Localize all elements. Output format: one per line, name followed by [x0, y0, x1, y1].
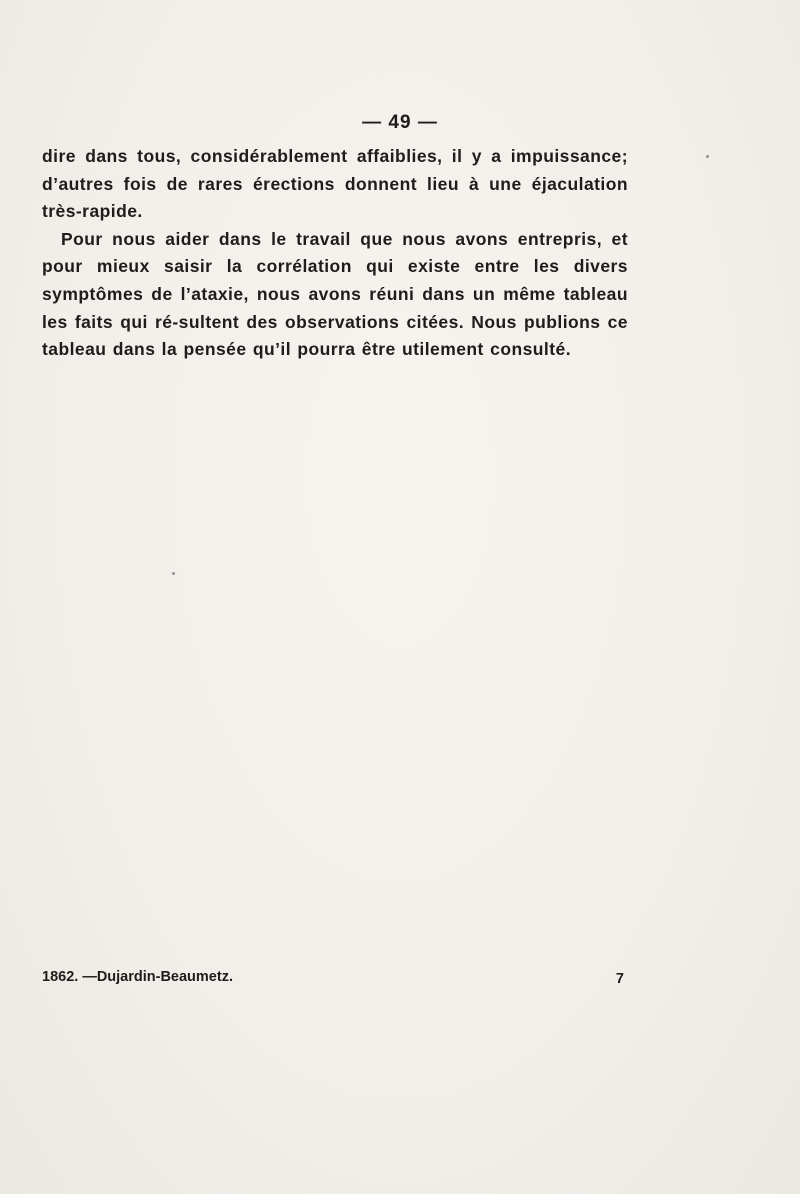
- paragraph-table-intro: Pour nous aider dans le travail que nous avons entrepris, et pour mieux saisir la corrélation qui existe entre les divers symptômes de l’ataxie, nous avons réuni dans un même tableau les faits qui ré-sultent des observations citées. Nous publions ce tableau dans la pensée qu’il pourra être utilement consulté.: [42, 228, 628, 360]
- body-text: [42, 143, 628, 364]
- page-number: — 49 —: [362, 112, 438, 133]
- footer-signature-mark: 7: [615, 971, 624, 987]
- paragraph-continuation: dire dans tous, considérablement affaiblies, il y a impuissance; d’autres fois de rares érections donnent lieu à une éjaculation très-rapide.: [42, 146, 628, 222]
- ink-speck: [706, 155, 709, 158]
- ink-speck: [172, 572, 175, 575]
- footer-signature: 1862. —Dujardin-Beaumetz.: [42, 969, 233, 985]
